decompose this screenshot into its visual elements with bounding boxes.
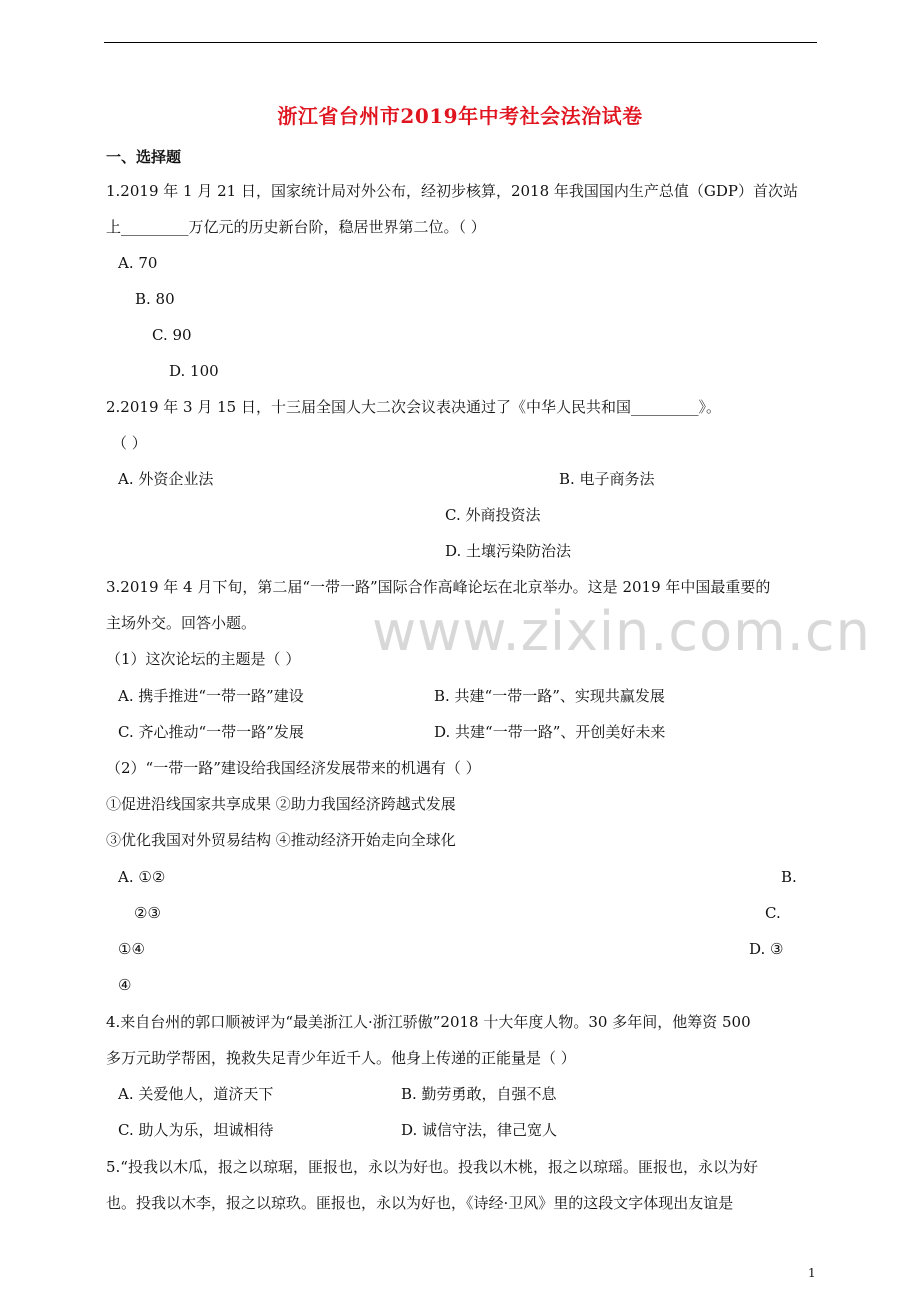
q3-stem-line1: 3.2019 年 4 月下旬，第二届“一带一路”国际合作高峰论坛在北京举办。这是 2019 年中国最重要的 — [106, 578, 771, 596]
q3-sub2-option-b-value: ②③ — [134, 904, 161, 922]
q3-sub2-option-d-continued: ④ — [118, 976, 132, 994]
q1-option-c: C. 90 — [152, 326, 192, 344]
q5-stem-line1: 5.“投我以木瓜，报之以琼琚，匪报也，永以为好也。投我以木桃，报之以琼瑶。匪报也，永以为好 — [106, 1158, 758, 1176]
q2-option-a: A. 外资企业法 — [118, 470, 214, 488]
q2-stem-line1: 2.2019 年 3 月 15 日，十三届全国人大二次会议表决通过了《中华人民共和国_________》。 — [106, 398, 721, 416]
q1-option-b: B. 80 — [135, 290, 175, 308]
q5-stem-line2: 也。投我以木李，报之以琼玖。匪报也，永以为好也，《诗经·卫风》里的这段文字体现出友谊是 — [106, 1194, 734, 1212]
q3-sub2-option-a: A. ①② — [118, 868, 166, 886]
q3-sub2-option-b-letter: B. — [781, 868, 797, 886]
q4-stem-line1: 4.来自台州的郭口顺被评为“最美浙江人·浙江骄傲”2018 十大年度人物。30 多年间，他筹资 500 — [106, 1013, 751, 1031]
header-rule — [104, 42, 817, 43]
q3-sub2-option-d: D. ③ — [749, 940, 784, 958]
q2-option-b: B. 电子商务法 — [559, 470, 655, 488]
q1-stem-line2: 上_________万亿元的历史新台阶，稳居世界第二位。（ ） — [106, 218, 486, 236]
q3-sub1-stem: （1）这次论坛的主题是（ ） — [106, 650, 301, 668]
q3-sub1-option-b: B. 共建“一带一路”、实现共赢发展 — [434, 687, 665, 705]
page-number: 1 — [808, 1266, 816, 1280]
q4-option-b: B. 勤劳勇敢，自强不息 — [401, 1085, 557, 1103]
watermark: www.zixin.com.cn — [372, 600, 871, 663]
q3-stem-line2: 主场外交。回答小题。 — [106, 614, 257, 632]
q1-option-a: A. 70 — [118, 254, 158, 272]
q3-sub1-option-d: D. 共建“一带一路”、开创美好未来 — [434, 723, 666, 741]
q3-sub2-option-c-letter: C. — [765, 904, 781, 922]
q4-option-d: D. 诚信守法，律己宽人 — [401, 1121, 558, 1139]
q2-option-d: D. 土壤污染防治法 — [445, 542, 572, 560]
q3-sub2-option-c-value: ①④ — [118, 940, 145, 958]
q2-option-c: C. 外商投资法 — [445, 506, 541, 524]
q3-sub1-option-a: A. 携手推进“一带一路”建设 — [118, 687, 304, 705]
q4-stem-line2: 多万元助学帮困，挽救失足青少年近千人。他身上传递的正能量是（ ） — [106, 1049, 576, 1067]
q3-sub2-items-line1: ①促进沿线国家共享成果 ②助力我国经济跨越式发展 — [106, 795, 456, 813]
q4-option-a: A. 关爱他人，道济天下 — [118, 1085, 274, 1103]
q1-option-d: D. 100 — [169, 362, 219, 380]
section-heading: 一、选择题 — [106, 148, 182, 166]
document-title: 浙江省台州市2019年中考社会法治试卷 — [277, 104, 643, 128]
q1-stem-line1: 1.2019 年 1 月 21 日，国家统计局对外公布，经初步核算，2018 年我国国内生产总值（GDP）首次站 — [106, 182, 799, 200]
q4-option-c: C. 助人为乐，坦诚相待 — [118, 1121, 274, 1139]
q2-stem-line2: （ ） — [112, 434, 147, 452]
q3-sub2-items-line2: ③优化我国对外贸易结构 ④推动经济开始走向全球化 — [106, 831, 456, 849]
q3-sub2-stem: （2）“一带一路”建设给我国经济发展带来的机遇有（ ） — [106, 759, 481, 777]
q3-sub1-option-c: C. 齐心推动“一带一路”发展 — [118, 723, 304, 741]
